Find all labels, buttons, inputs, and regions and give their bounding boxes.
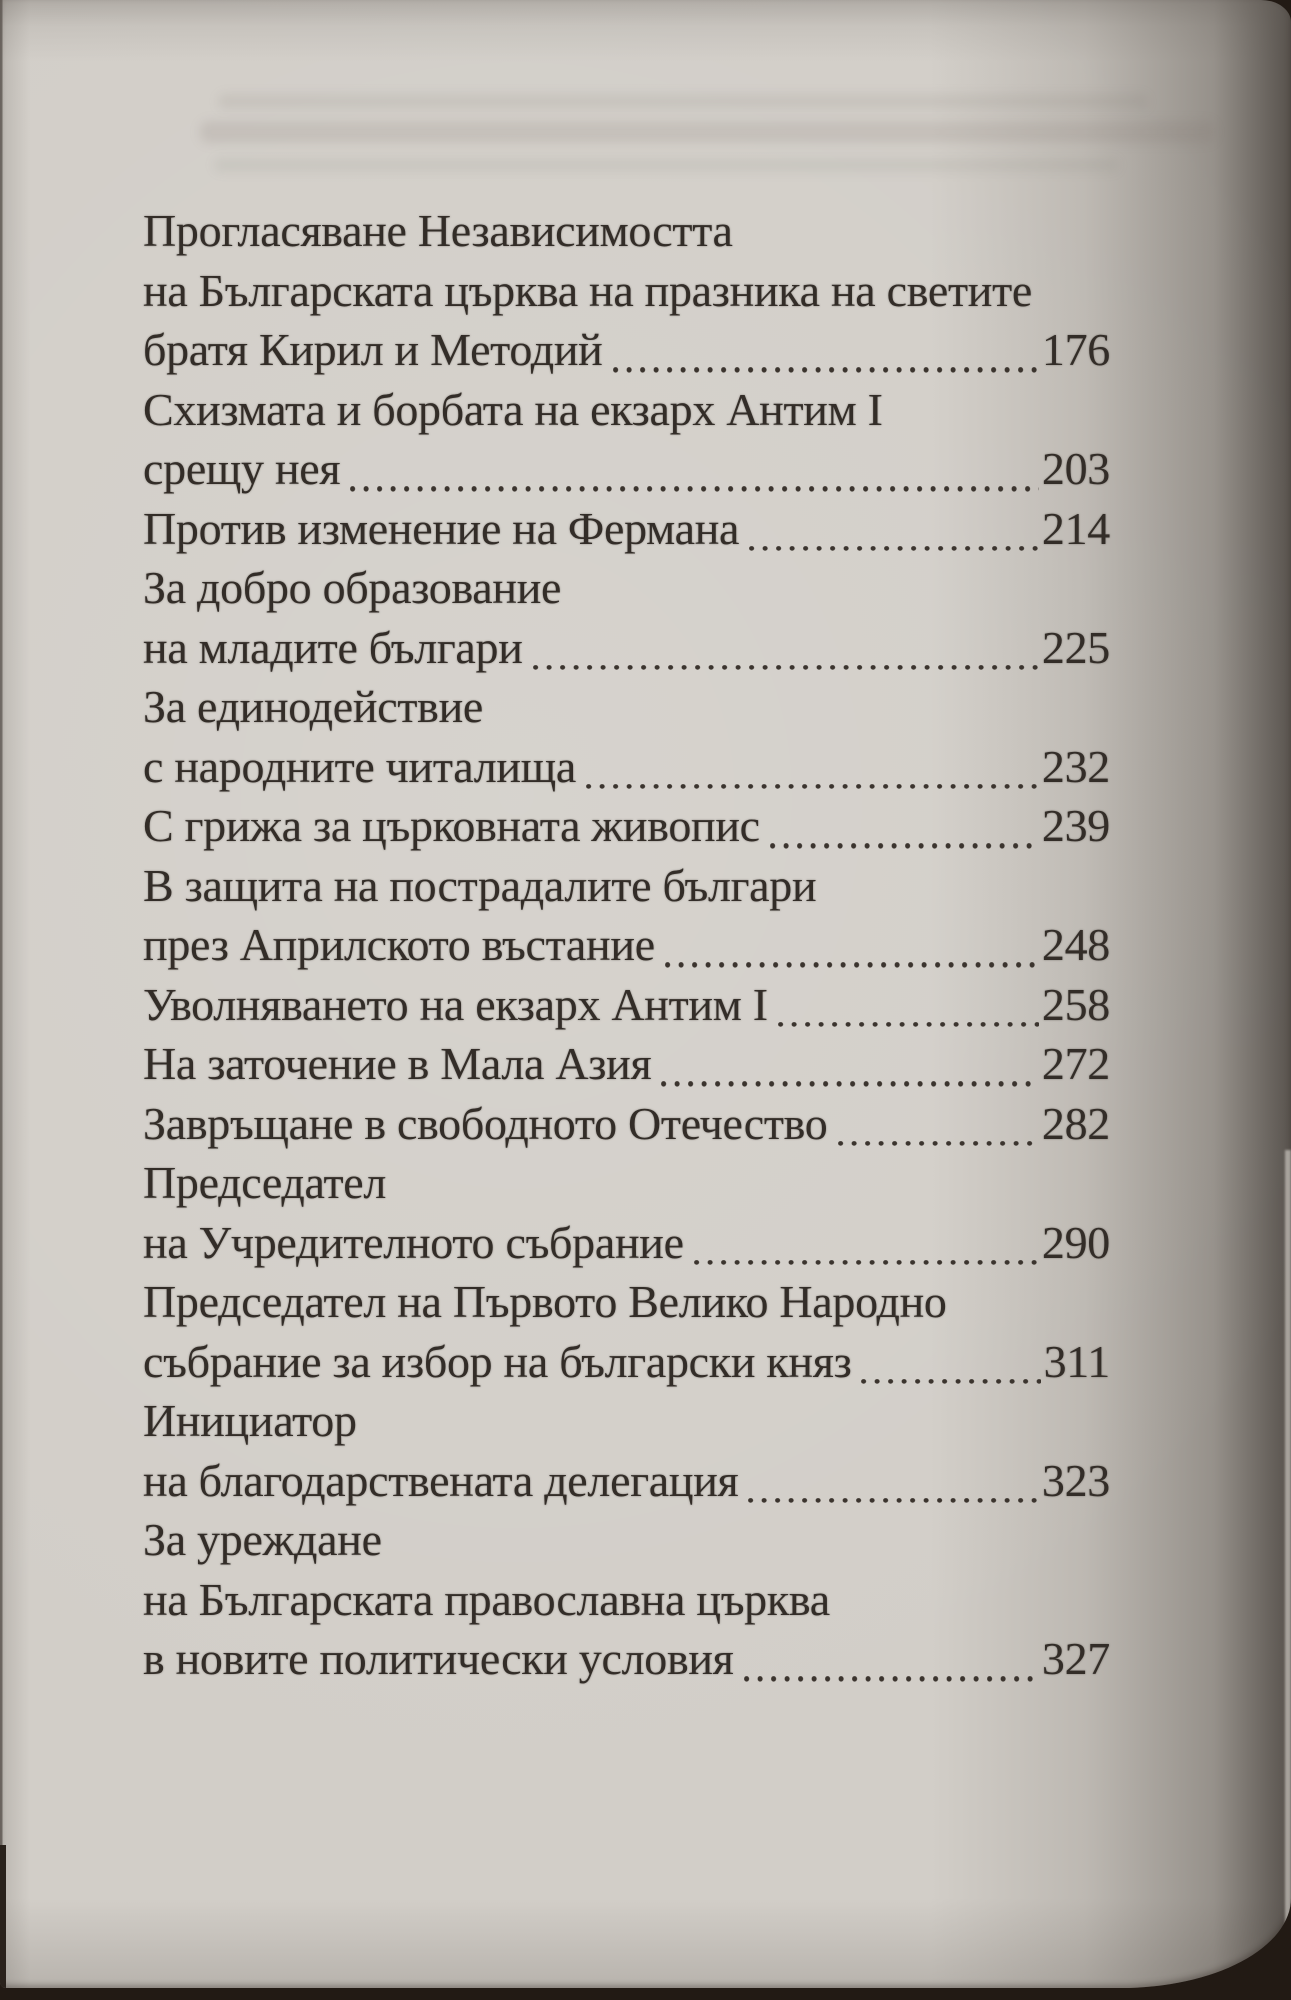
toc-entry-text: с народните читалища (143, 740, 576, 792)
toc-entry-text: За добро образование (143, 562, 562, 613)
toc-row (143, 558, 1110, 618)
toc-row (143, 261, 1110, 321)
toc-row (143, 1213, 1110, 1273)
toc-entry-text: на Българската православна църква (143, 1573, 830, 1625)
dot-leader (350, 472, 1039, 492)
toc-entry-text: срещу нея (143, 443, 341, 494)
toc-page-number: 258 (1041, 978, 1110, 1030)
showthrough-text-line (218, 94, 1148, 109)
toc-entry-text: Председател (143, 1157, 387, 1208)
toc-row (143, 856, 1110, 916)
toc-row (143, 201, 1110, 261)
toc-row (143, 618, 1110, 678)
toc-entry-text: Инициатор (143, 1395, 357, 1446)
dot-leader (861, 1364, 1040, 1384)
toc-entry-text: Уволняването на екзарх Антим I (143, 978, 768, 1030)
toc-page-number: 203 (1041, 443, 1110, 494)
toc-row (143, 439, 1110, 499)
toc-row (143, 915, 1110, 975)
toc-entry-text: на благодарствената делегация (143, 1454, 739, 1506)
toc-row (143, 1510, 1110, 1570)
toc-row (143, 1094, 1110, 1154)
toc-entry-text: в новите политически условия (143, 1633, 734, 1684)
showthrough-text-line (214, 158, 1119, 172)
toc-page-number: 176 (1041, 324, 1110, 375)
toc-row (143, 677, 1110, 737)
dot-leader (533, 650, 1039, 670)
toc-entry-text: Схизмата и борбата на екзарх Антим I (143, 383, 883, 435)
toc-page-number: 323 (1041, 1454, 1110, 1506)
toc-page-number: 214 (1041, 502, 1110, 554)
dot-leader (838, 1126, 1039, 1146)
dot-leader (770, 829, 1039, 849)
toc-entry-text: братя Кирил и Методий (143, 324, 603, 375)
dot-leader (694, 1245, 1039, 1265)
toc-page-number: 239 (1041, 800, 1110, 851)
dot-leader (778, 1007, 1039, 1027)
toc-entry-text: На заточение в Мала Азия (143, 1038, 652, 1089)
toc-page-number: 272 (1041, 1038, 1110, 1089)
toc-list (143, 201, 1110, 1689)
dot-leader (586, 769, 1039, 789)
toc-row (143, 1034, 1110, 1094)
dot-leader (744, 1662, 1039, 1682)
toc-entry-text: За единодействие (143, 681, 483, 732)
photo-edge-shadow (0, 1845, 6, 1988)
toc-row (143, 1332, 1110, 1392)
toc-page-number: 225 (1041, 621, 1110, 673)
dot-leader (749, 531, 1039, 551)
toc-entry-text: на Българската църква на празника на светите (143, 264, 1033, 316)
toc-page-number: 282 (1041, 1097, 1110, 1149)
toc-page-number: 327 (1041, 1633, 1110, 1684)
toc-page-number: 232 (1041, 740, 1110, 792)
toc-page-number: 248 (1041, 919, 1110, 970)
showthrough-text-line (200, 121, 1215, 143)
page-stack-edge (1285, 1150, 1291, 1940)
toc-row (143, 499, 1110, 559)
toc-entry-text: през Априлското въстание (143, 919, 655, 970)
toc-row (143, 320, 1110, 380)
dot-leader (661, 1067, 1039, 1087)
toc-entry-text: С грижа за църковната живопис (143, 800, 760, 851)
dot-leader (665, 948, 1039, 968)
toc-entry-text: За уреждане (143, 1514, 382, 1565)
toc-row (143, 1570, 1110, 1630)
toc-page-number: 311 (1043, 1335, 1110, 1387)
toc-row (143, 380, 1110, 440)
toc-entry-text: В защита на пострадалите българи (143, 859, 817, 911)
toc-row (143, 1153, 1110, 1213)
dot-leader (748, 1483, 1039, 1503)
dot-leader (613, 353, 1039, 373)
toc-row (143, 975, 1110, 1035)
toc-row (143, 1391, 1110, 1451)
toc-entry-text: на Учредителното събрание (143, 1216, 684, 1268)
toc-row (143, 737, 1110, 797)
toc-row (143, 1451, 1110, 1511)
toc-row (143, 796, 1110, 856)
toc-entry-text: на младите българи (143, 621, 523, 673)
toc-entry-text: Председател на Първото Велико Народно (143, 1276, 947, 1327)
toc-page-number: 290 (1041, 1216, 1110, 1268)
toc-entry-text: събрание за избор на български княз (143, 1335, 852, 1387)
toc-entry-text: Завръщане в свободното Отечество (143, 1097, 828, 1149)
toc-entry-text: Прогласяване Независимостта (143, 205, 733, 256)
toc-row (143, 1272, 1110, 1332)
toc-row (143, 1629, 1110, 1689)
toc-entry-text: Против изменение на Фермана (143, 502, 740, 554)
